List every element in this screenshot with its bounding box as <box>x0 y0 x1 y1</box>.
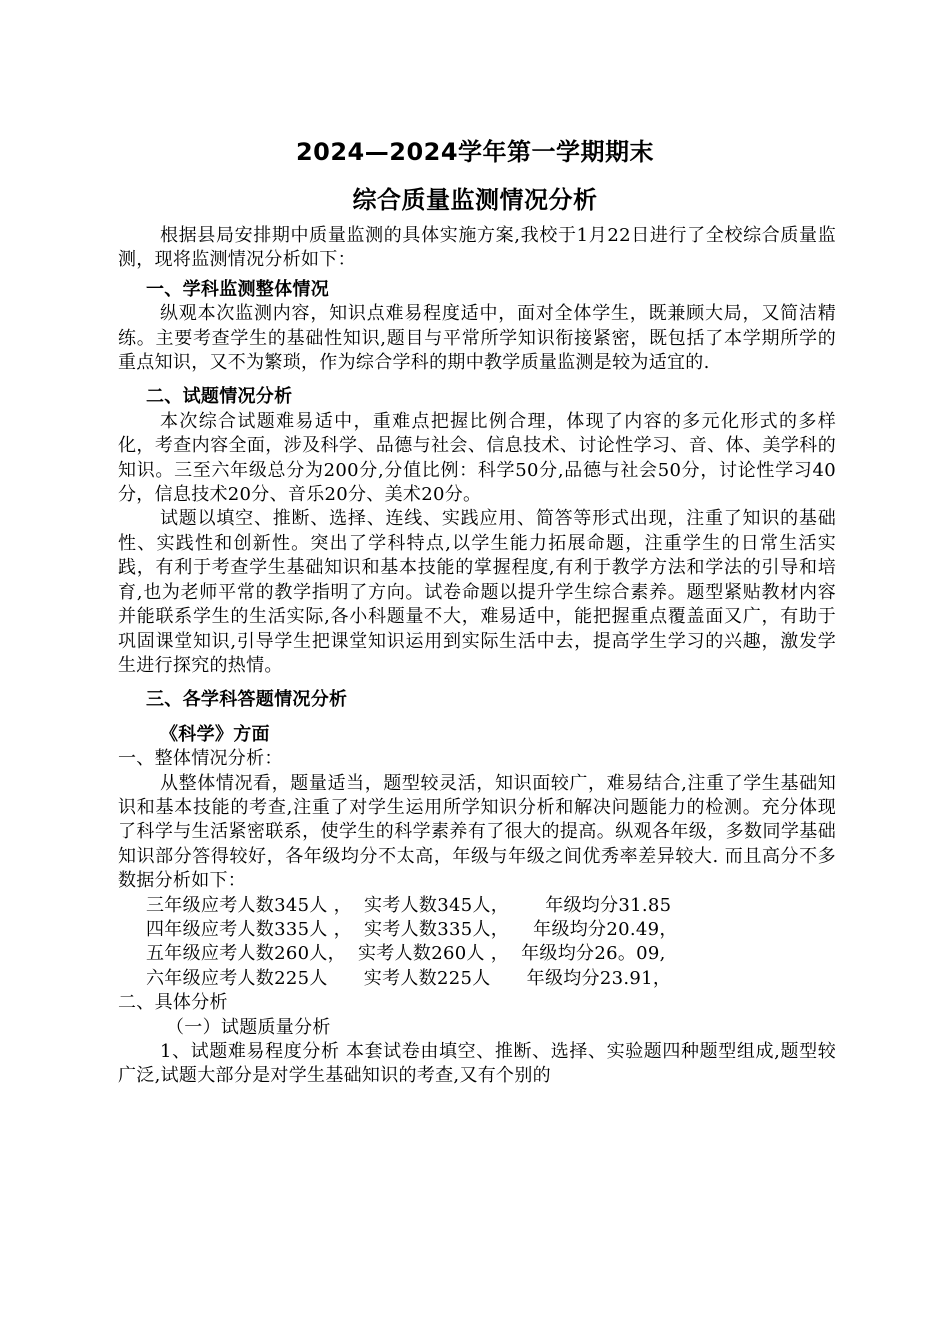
section-3-heading: 三、各学科答题情况分析 <box>146 689 348 711</box>
section-2-paragraph-2: 试题以填空、推断、选择、连线、实践应用、简答等形式出现，注重了知识的基础性、实践性和创新性。突出了学科特点,以学生能力拓展命题，注重学生的日常生活实践，有利于考查学生基础知识和基本技能的掌握程度,有利于教学方法和学法的引导和培育,也为老师平常的教学指明了方向。试卷命题以提升学生综合素养。题型紧贴教材内容并能联系学生的生活实际,各小科题量不大，难易适中，能把握重点覆盖面又广，有助于巩固课堂知识,引导学生把课堂知识运用到实际生活中去，提高学生学习的兴趣，激发学生进行探究的热情。 <box>118 508 836 676</box>
specific-analysis-heading: 二、具体分析 <box>118 992 228 1014</box>
title-line-2: 综合质量监测情况分析 <box>352 186 598 214</box>
section-2-paragraph-1: 本次综合试题难易适中，重难点把握比例合理，体现了内容的多元化形式的多样化，考查内容全面，涉及科学、品德与社会、信息技术、讨论性学习、音、体、美学科的知识。三至六年级总分为200分,分值比例：科学50分,品德与社会50分，讨论性学习40分，信息技术20分、音乐20分、美术20分。 <box>118 410 836 506</box>
overall-analysis-heading: 一、整体情况分析： <box>118 748 283 770</box>
section-1-paragraph: 纵观本次监测内容，知识点难易程度适中，面对全体学生，既兼顾大局，又简洁精练。主要考查学生的基础性知识,题目与平常所学知识衔接紧密，既包括了本学期所学的重点知识，又不为繁琐，作为综合学科的期中教学质量监测是较为适宜的. <box>118 303 836 374</box>
grade-4-stats: 四年级应考人数335人 ， 实考人数335人， 年级均分20.49， <box>146 918 678 940</box>
overall-analysis-paragraph: 从整体情况看，题量适当，题型较灵活，知识面较广，难易结合,注重了学生基础知识和基本技能的考查,注重了对学生运用所学知识分析和解决问题能力的检测。充分体现了科学与生活紧密联系，使学生的科学素养有了很大的提高。纵观各年级，多数同学基础知识部分答得较好，各年级均分不太高，年级与年级之间优秀率差异较大. 而且高分不多 数据分析如下： <box>118 772 836 892</box>
grade-5-stats: 五年级应考人数260人， 实考人数260人 ， 年级均分26。09, <box>146 943 666 965</box>
difficulty-analysis-paragraph: 1、试题难易程度分析 本套试卷由填空、推断、选择、实验题四种题型组成,题型较广泛,试题大部分是对学生基础知识的考查,又有个别的 <box>118 1041 836 1087</box>
document-body <box>118 224 836 1089</box>
title-line-1: 2024—2024学年第一学期期末 <box>295 138 655 166</box>
section-2-heading: 二、试题情况分析 <box>146 386 293 408</box>
grade-3-stats: 三年级应考人数345人 ， 实考人数345人， 年级均分31.85 <box>146 894 672 916</box>
question-quality-heading: （一）试题质量分析 <box>166 1016 331 1038</box>
intro-paragraph: 根据县局安排期中质量监测的具体实施方案,我校于1月22日进行了全校综合质量监测，现将监测情况分析如下： <box>118 225 836 271</box>
grade-6-stats: 六年级应考人数225人 实考人数225人 年级均分23.91， <box>146 967 672 989</box>
section-1-heading: 一、学科监测整体情况 <box>146 278 329 300</box>
science-subject-heading: 《科学》方面 <box>160 723 270 745</box>
